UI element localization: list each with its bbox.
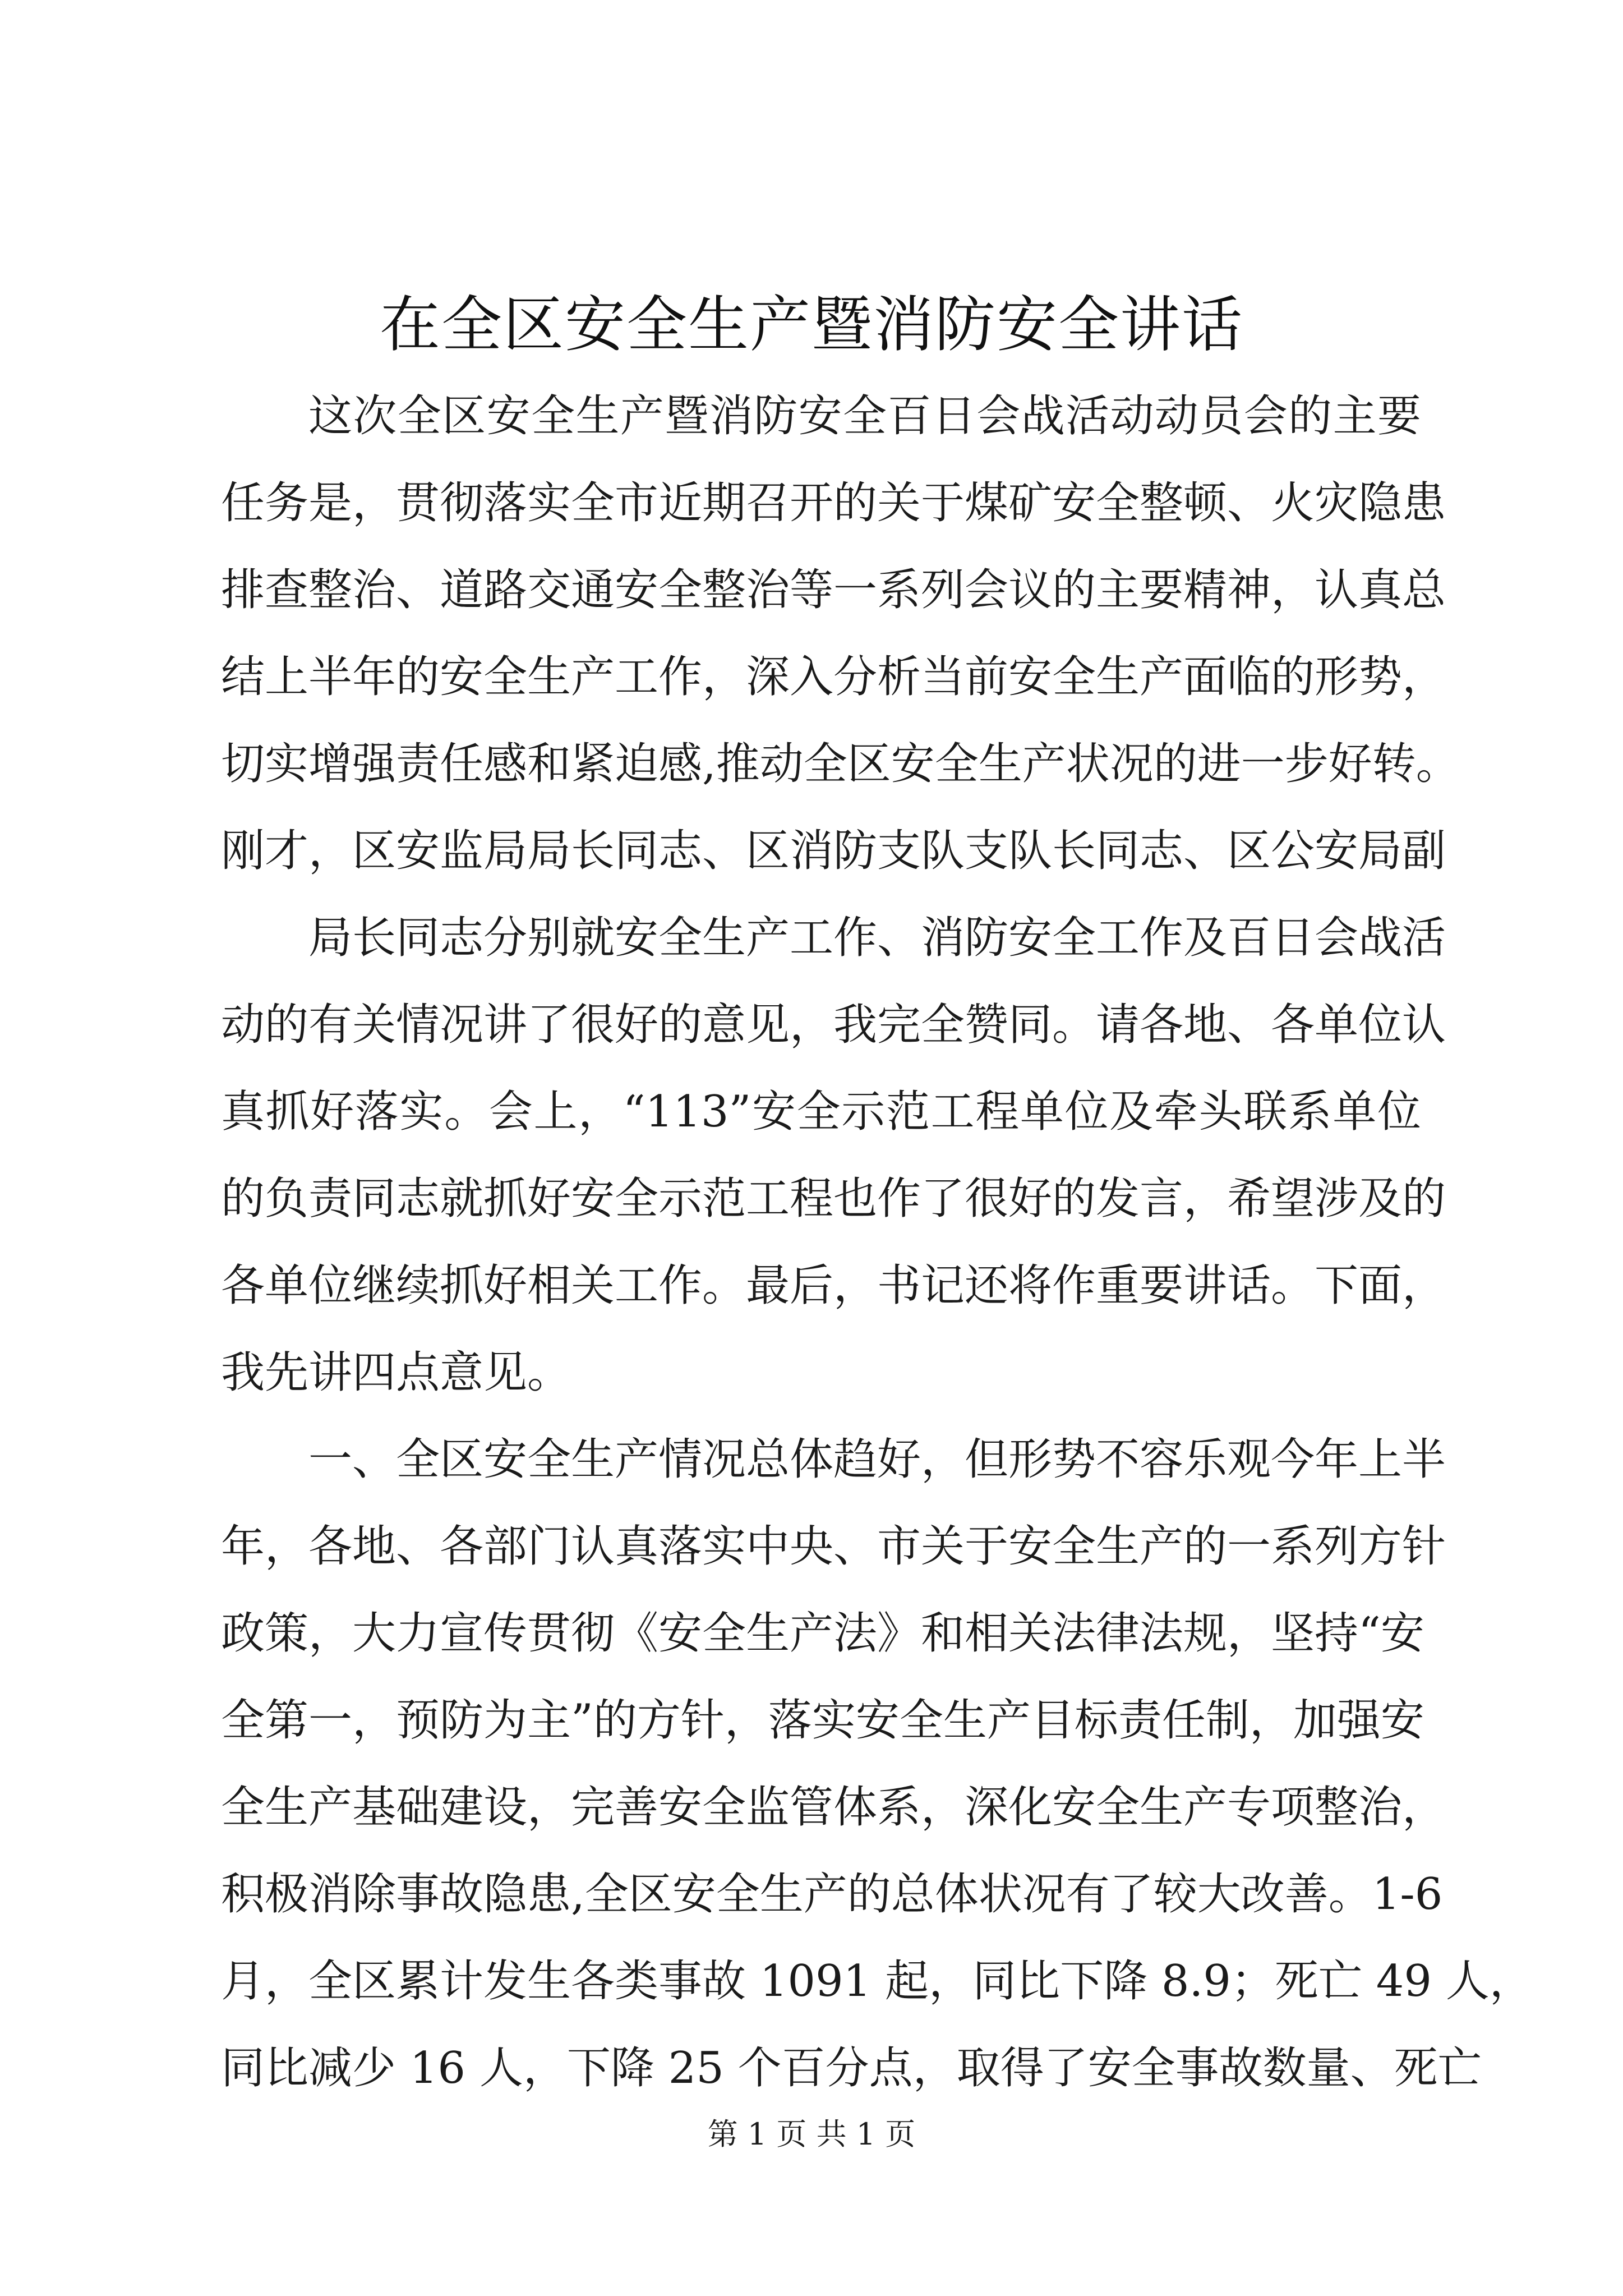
text-line: 真抓好落实。会上，“113”安全示范工程单位及牵头联系单位: [221, 1087, 1421, 1137]
text-line: 结上半年的安全生产工作，深入分析当前安全生产面临的形势，: [221, 652, 1446, 702]
text-line: 月，全区累计发生各类事故 1091 起，同比下降 8.9；死亡 49 人，: [221, 1956, 1533, 2007]
text-line: 全第一，预防为主”的方针，落实安全生产目标责任制，加强安: [221, 1695, 1424, 1746]
text-line: 积极消除事故隐患,全区安全生产的总体状况有了较大改善。1-6: [221, 1869, 1443, 1920]
text-line: 年，各地、各部门认真落实中央、市关于安全生产的一系列方针: [221, 1521, 1446, 1572]
text-line: 排查整治、道路交通安全整治等一系列会议的主要精神，认真总: [221, 565, 1446, 615]
text-line: 的负责同志就抓好安全示范工程也作了很好的发言，希望涉及的: [221, 1174, 1446, 1224]
text-line: 各单位继续抓好相关工作。最后，书记还将作重要讲话。下面，: [221, 1260, 1446, 1311]
text-line: 同比减少 16 人，下降 25 个百分点，取得了安全事故数量、死亡: [221, 2043, 1482, 2093]
page-footer: 第 1 页 共 1 页: [707, 2116, 916, 2152]
text-line: 这次全区安全生产暨消防安全百日会战活动动员会的主要: [308, 391, 1421, 441]
text-line: 局长同志分别就安全生产工作、消防安全工作及百日会战活: [308, 913, 1446, 963]
text-line: 动的有关情况讲了很好的意见，我完全赞同。请各地、各单位认: [221, 1000, 1446, 1050]
text-line: 我先讲四点意见。: [221, 1347, 571, 1398]
text-line: 刚才，区安监局局长同志、区消防支队支队长同志、区公安局副: [221, 826, 1446, 876]
document-title: 在全区安全生产暨消防安全讲话: [379, 290, 1243, 360]
text-line: 一、全区安全生产情况总体趋好，但形势不容乐观今年上半: [308, 1434, 1446, 1485]
text-line: 任务是，贯彻落实全市近期召开的关于煤矿安全整顿、火灾隐患: [221, 478, 1446, 528]
document-body: [221, 373, 1533, 2112]
text-line: 政策，大力宣传贯彻《安全生产法》和相关法律法规，坚持“安: [221, 1608, 1424, 1659]
text-line: 切实增强责任感和紧迫感,推动全区安全生产状况的进一步好转。: [221, 739, 1460, 789]
text-line: 全生产基础建设，完善安全监管体系，深化安全生产专项整治，: [221, 1782, 1446, 1833]
